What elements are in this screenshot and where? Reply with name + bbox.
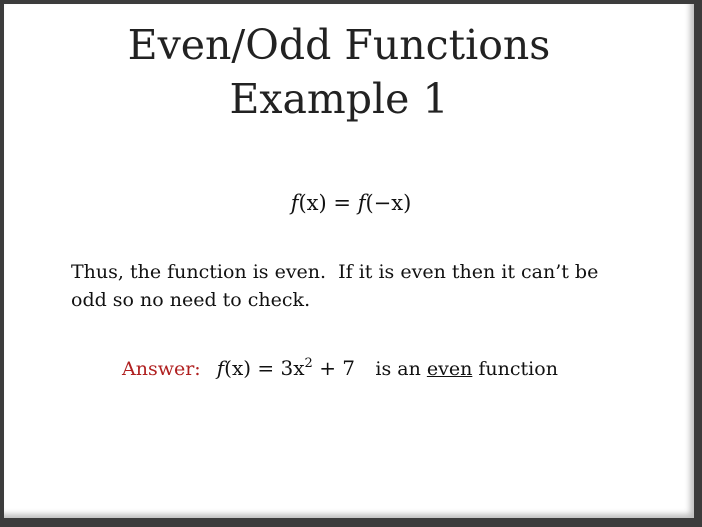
answer-fn-name: f [216, 356, 225, 380]
eq-rhs-function: f [357, 191, 366, 215]
explanation-line-2: odd so no need to check. [71, 289, 311, 311]
answer-function [217, 356, 362, 380]
answer-text-after: function [478, 358, 558, 380]
slide [4, 4, 694, 518]
answer-line [122, 354, 642, 383]
eq-lhs-function: f [290, 191, 299, 215]
answer-fn-arg: (x) [224, 356, 252, 380]
answer-label: Answer: [122, 358, 201, 380]
eq-lhs-arg: (x) [298, 191, 327, 215]
eq-rhs-arg: (−x) [365, 191, 412, 215]
answer-exponent: 2 [304, 356, 313, 371]
answer-rhs-tail: + 7 [319, 356, 356, 380]
slide-title [4, 18, 674, 126]
title-line-2: Example 1 [229, 75, 449, 123]
answer-emphasis-even: even [426, 358, 473, 380]
answer-equals: = [257, 356, 275, 380]
explanation-line-1: Thus, the function is even. If it is even then it can’t be [71, 261, 599, 283]
explanation-paragraph [71, 258, 631, 314]
eq-equals: = [333, 191, 351, 215]
title-line-1: Even/Odd Functions [127, 21, 551, 69]
answer-text-before: is an [375, 358, 421, 380]
equation-even-check [4, 191, 698, 215]
answer-rhs-base: 3x [280, 356, 305, 380]
